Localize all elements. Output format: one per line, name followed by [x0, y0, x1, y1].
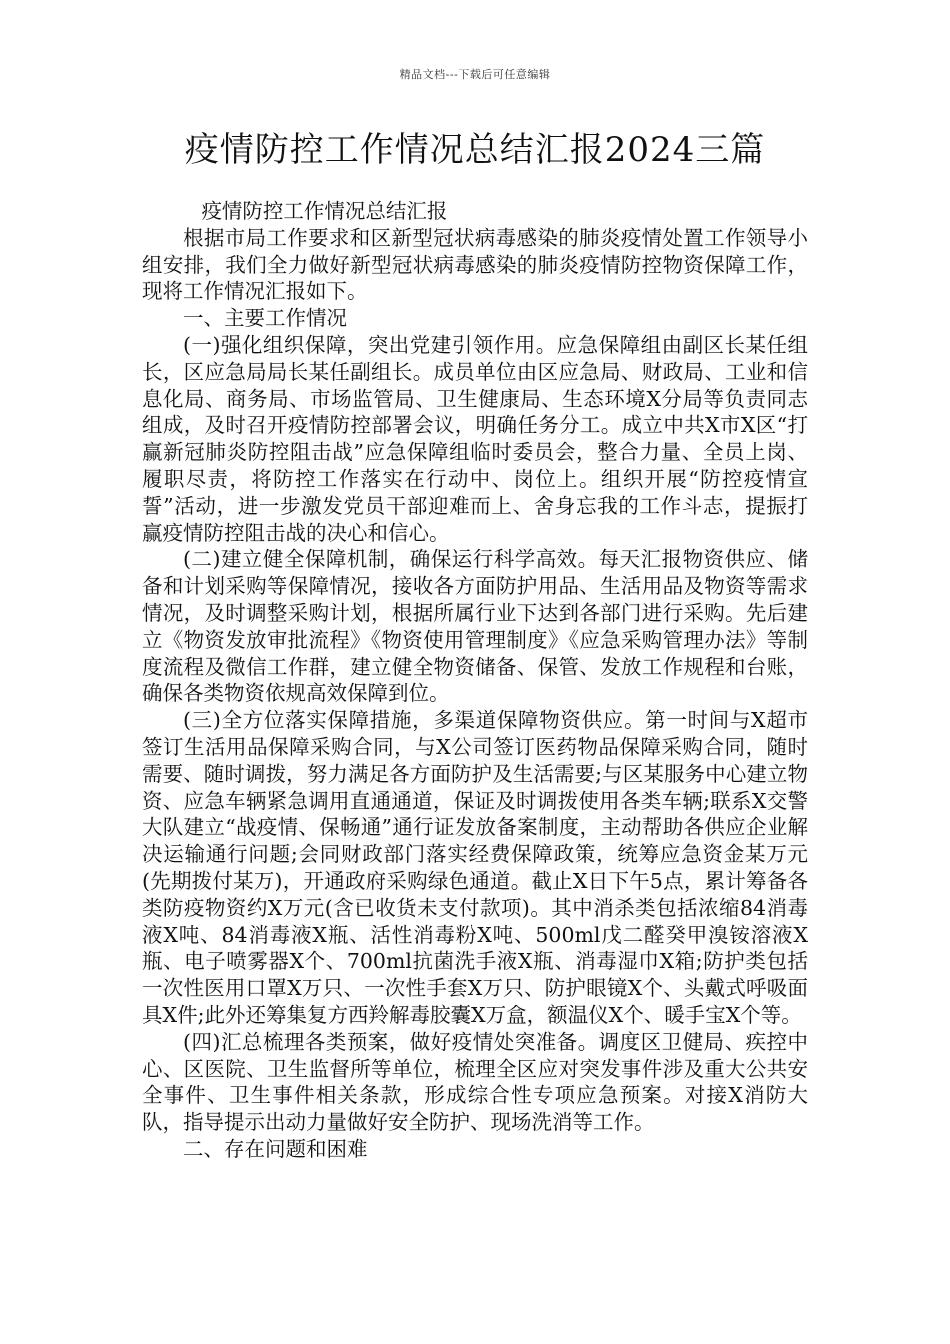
document-body [142, 198, 808, 1163]
document-title: 疫情防控工作情况总结汇报2024三篇 [184, 130, 766, 170]
paragraph-mechanism: (二)建立健全保障机制，确保运行科学高效。每天汇报物资供应、储备和计划采购等保障情况，接收各方面防护用品、生活用品及物资等需求情况，及时调整采购计划，根据所属行业下达到各部门进行采购。先后建立《物资发放审批流程》《物资使用管理制度》《应急采购管理办法》等制度流程及微信工作群，建立健全物资储备、保管、发放工作规程和台账，确保各类物资依规高效保障到位。 [142, 547, 808, 706]
intro-paragraph: 根据市局工作要求和区新型冠状病毒感染的肺炎疫情处置工作领导小组安排，我们全力做好新型冠状病毒感染的肺炎疫情防控物资保障工作，现将工作情况汇报如下。 [142, 225, 808, 304]
paragraph-plans: (四)汇总梳理各类预案，做好疫情处突准备。调度区卫健局、疾控中心、区医院、卫生监督所等单位，梳理全区应对突发事件涉及重大公共安全事件、卫生事件相关条款，形成综合性专项应急预案。对接X消防大队，指导提示出动力量做好安全防护、现场洗消等工作。 [142, 1029, 808, 1135]
document-subtitle: 疫情防控工作情况总结汇报 [201, 199, 448, 223]
section-heading-main-work: 一、主要工作情况 [183, 306, 347, 331]
header-note: 精品文档---下载后可任意编辑 [399, 68, 551, 81]
paragraph-measures: (三)全方位落实保障措施，多渠道保障物资供应。第一时间与X超市签订生活用品保障采购合同，与X公司签订医药物品保障采购合同，随时需要、随时调拨，努力满足各方面防护及生活需要;与区某服务中心建立物资、应急车辆紧急调用直通通道，保证及时调拨使用各类车辆;联系X交警大队建立“战疫情、保畅通”通行证发放备案制度，主动帮助各供应企业解决运输通行问题;会同财政部门落实经费保障政策，统筹应急资金某万元(先期拨付某万)，开通政府采购绿色通道。截止X日下午5点，累计筹备各类防疫物资约X万元(含已收货未支付款项)。其中消杀类包括浓缩84消毒液X吨、84消毒液X瓶、活性消毒粉X吨、500ml戊二醛癸甲溴铵溶液X瓶、电子喷雾器X个、700ml抗菌洗手液X瓶、消毒湿巾X箱;防护类包括一次性医用口罩X万只、一次性手套X万只、防护眼镜X个、头戴式呼吸面具X件;此外还筹集复方西羚解毒胶囊X万盒，额温仪X个、暖手宝X个等。 [142, 708, 808, 1027]
section-heading-problems: 二、存在问题和困难 [183, 1136, 368, 1161]
paragraph-organization: (一)强化组织保障，突出党建引领作用。应急保障组由副区长某任组长，区应急局局长某任副组长。成员单位由区应急局、财政局、工业和信息化局、商务局、市场监管局、卫生健康局、生态环境X分局等负责同志组成，及时召开疫情防控部署会议，明确任务分工。成立中共X市X区“打赢新冠肺炎防控阻击战”应急保障组临时委员会，整合力量、全员上岗、履职尽责，将防控工作落实在行动中、岗位上。组织开展“防控疫情宣誓”活动，进一步激发党员干部迎难而上、舍身忘我的工作斗志，提振打赢疫情防控阻击战的决心和信心。 [142, 332, 808, 545]
